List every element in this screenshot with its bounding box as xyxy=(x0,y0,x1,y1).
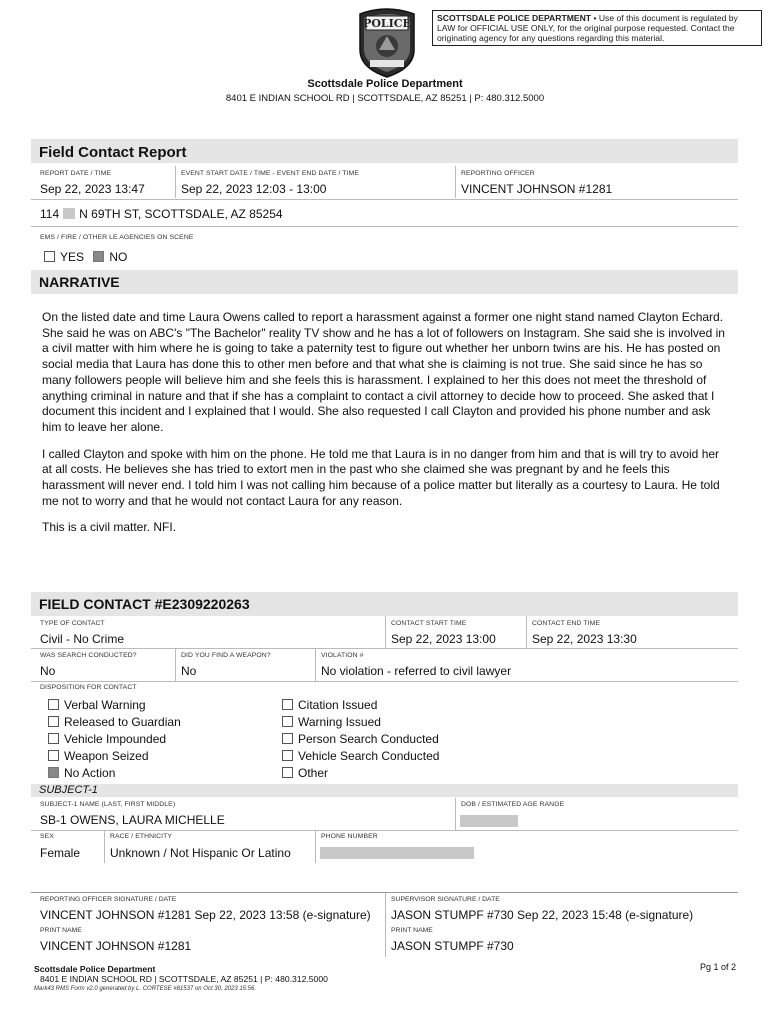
address-number: 114 xyxy=(40,207,60,221)
event-time-label: EVENT START DATE / TIME - EVENT END DATE / TIME xyxy=(181,170,360,177)
race-value: Unknown / Not Hispanic Or Latino xyxy=(110,846,291,860)
weapon-value: No xyxy=(181,664,197,678)
location-address xyxy=(40,207,283,221)
disposition-option: Citation Issued xyxy=(282,698,439,715)
supervisor-print-name: JASON STUMPF #730 xyxy=(391,939,514,953)
contact-type-value: Civil - No Crime xyxy=(40,632,124,646)
disposition-option: Vehicle Search Conducted xyxy=(282,749,439,766)
reporting-officer-value: VINCENT JOHNSON #1281 xyxy=(461,182,613,196)
disposition-label: DISPOSITION FOR CONTACT xyxy=(40,684,137,691)
disposition-option-checked: No Action xyxy=(48,766,181,783)
officer-print-label: PRINT NAME xyxy=(40,927,82,934)
dob-label: DOB / ESTIMATED AGE RANGE xyxy=(461,801,565,808)
field-contact-title-bar xyxy=(31,592,738,616)
supervisor-print-label: PRINT NAME xyxy=(391,927,433,934)
dob-redaction xyxy=(460,815,518,827)
sex-label: SEX xyxy=(40,833,54,840)
report-title: Field Contact Report xyxy=(39,144,187,161)
svg-text:POLICE: POLICE xyxy=(363,17,411,30)
ems-yes-label: YES xyxy=(60,250,85,264)
officer-print-name: VINCENT JOHNSON #1281 xyxy=(40,939,192,953)
contact-start-value: Sep 22, 2023 13:00 xyxy=(391,632,496,646)
usage-notice xyxy=(432,10,762,46)
contact-start-label: CONTACT START TIME xyxy=(391,620,467,627)
sex-value: Female xyxy=(40,846,81,860)
violation-value: No violation - referred to civil lawyer xyxy=(321,664,512,678)
notice-agency: SCOTTSDALE POLICE DEPARTMENT xyxy=(437,13,592,23)
department-address: 8401 E INDIAN SCHOOL RD | SCOTTSDALE, AZ 85251 | P: 480.312.5000 xyxy=(225,93,545,104)
report-date-value: Sep 22, 2023 13:47 xyxy=(40,182,145,196)
footer-department-address: 8401 E INDIAN SCHOOL RD | SCOTTSDALE, AZ 85251 | P: 480.312.5000 xyxy=(40,974,328,984)
checkbox xyxy=(282,750,293,761)
ems-yes-checkbox xyxy=(44,251,55,262)
department-name: Scottsdale Police Department xyxy=(307,78,463,90)
subject-heading: SUBJECT-1 xyxy=(39,784,98,796)
disposition-right-column xyxy=(282,698,439,783)
subject-bar xyxy=(31,784,738,797)
narrative-body xyxy=(42,310,730,547)
checkbox-checked xyxy=(48,767,59,778)
narrative-paragraph-1: On the listed date and time Laura Owens called to report a harassment against a former one night stand named Clayton Echard. She said he was on ABC's "The Bachelor" reality TV show and he has a lot of followers on Instagram. She said she is involved in a civil matter with him where he is going to take a paternity test to figure out whether her unborn twins are his. He has posted on social media that Laura has done this to other men before and that what she is claiming is not true. She said since he has so many followers people will believe him and she feels this is harassment. I explained to her this does not meet the threshold of anything criminal in nature and that if she has a complaint to contact a civil attorney to decide how to proceed. She asked that I document this incident and I explained that I would. She also requested I call Clayton and provided his phone number and ask him to leave her alone. xyxy=(42,310,725,434)
ems-no-checkbox xyxy=(93,251,104,262)
supervisor-signature-label: SUPERVISOR SIGNATURE / DATE xyxy=(391,896,500,903)
disposition-left-column xyxy=(48,698,181,783)
weapon-label: DID YOU FIND A WEAPON? xyxy=(181,652,271,659)
field-contact-title: FIELD CONTACT #E2309220263 xyxy=(39,596,250,612)
phone-label: PHONE NUMBER xyxy=(321,833,378,840)
notice-text: • Use of this document is regulated by LAW for OFFICIAL USE ONLY, for the original purpose requested. Contact the originating agency for any questions regarding this material. xyxy=(437,13,738,43)
checkbox xyxy=(48,699,59,710)
officer-signature: VINCENT JOHNSON #1281 Sep 22, 2023 13:58 (e-signature) xyxy=(40,908,371,922)
contact-end-label: CONTACT END TIME xyxy=(532,620,601,627)
subject-name-value: SB-1 OWENS, LAURA MICHELLE xyxy=(40,813,225,827)
supervisor-signature: JASON STUMPF #730 Sep 22, 2023 15:48 (e-signature) xyxy=(391,908,694,922)
disposition-option: Vehicle Impounded xyxy=(48,732,181,749)
contact-type-label: TYPE OF CONTACT xyxy=(40,620,105,627)
disposition-option: Weapon Seized xyxy=(48,749,181,766)
officer-signature-label: REPORTING OFFICER SIGNATURE / DATE xyxy=(40,896,177,903)
checkbox xyxy=(48,750,59,761)
report-title-bar xyxy=(31,139,738,163)
ems-label: EMS / FIRE / OTHER LE AGENCIES ON SCENE xyxy=(40,234,194,241)
ems-options xyxy=(44,250,127,264)
narrative-paragraph-3: This is a civil matter. NFI. xyxy=(42,520,177,535)
violation-label: VIOLATION # xyxy=(321,652,364,659)
narrative-paragraph-2: I called Clayton and spoke with him on the phone. He told me that Laura is in no danger from him and that is will try to avoid her at all costs. He believes she has tried to extort men in the past who she claimed she was pregnant by and he feels this harassment will never end. I told him I was not calling him because of a police matter but literally as a courtesy to Laura. He told me not to worry and that he would not contact Laura for any reason. xyxy=(42,446,720,508)
checkbox xyxy=(282,716,293,727)
checkbox xyxy=(48,733,59,744)
checkbox xyxy=(282,733,293,744)
narrative-title: NARRATIVE xyxy=(39,274,120,290)
checkbox xyxy=(282,699,293,710)
reporting-officer-label: REPORTING OFFICER xyxy=(461,170,535,177)
event-time-value: Sep 22, 2023 12:03 - 13:00 xyxy=(181,182,327,196)
disposition-option: Person Search Conducted xyxy=(282,732,439,749)
ems-no-label: NO xyxy=(109,250,128,264)
search-label: WAS SEARCH CONDUCTED? xyxy=(40,652,137,659)
page-number: Pg 1 of 2 xyxy=(700,962,737,972)
phone-redaction xyxy=(320,847,474,859)
police-badge-logo xyxy=(354,6,420,78)
report-date-label: REPORT DATE / TIME xyxy=(40,170,112,177)
footer-generated-note: Mark43 RMS Form v2.0 generated by L. CORTESE #81537 on Oct 30, 2023 15:56. xyxy=(34,986,257,992)
disposition-option: Released to Guardian xyxy=(48,715,181,732)
footer-department-name: Scottsdale Police Department xyxy=(34,964,156,974)
disposition-option: Verbal Warning xyxy=(48,698,181,715)
checkbox xyxy=(48,716,59,727)
search-value: No xyxy=(40,664,56,678)
address-street: N 69TH ST, SCOTTSDALE, AZ 85254 xyxy=(79,207,283,221)
race-label: RACE / ETHNICITY xyxy=(110,833,173,840)
checkbox xyxy=(282,767,293,778)
subject-name-label: SUBJECT-1 NAME (LAST, FIRST MIDDLE) xyxy=(40,801,176,808)
disposition-option: Other xyxy=(282,766,439,783)
narrative-title-bar xyxy=(31,270,738,294)
contact-end-value: Sep 22, 2023 13:30 xyxy=(532,632,637,646)
address-redaction xyxy=(63,208,75,219)
disposition-option: Warning Issued xyxy=(282,715,439,732)
